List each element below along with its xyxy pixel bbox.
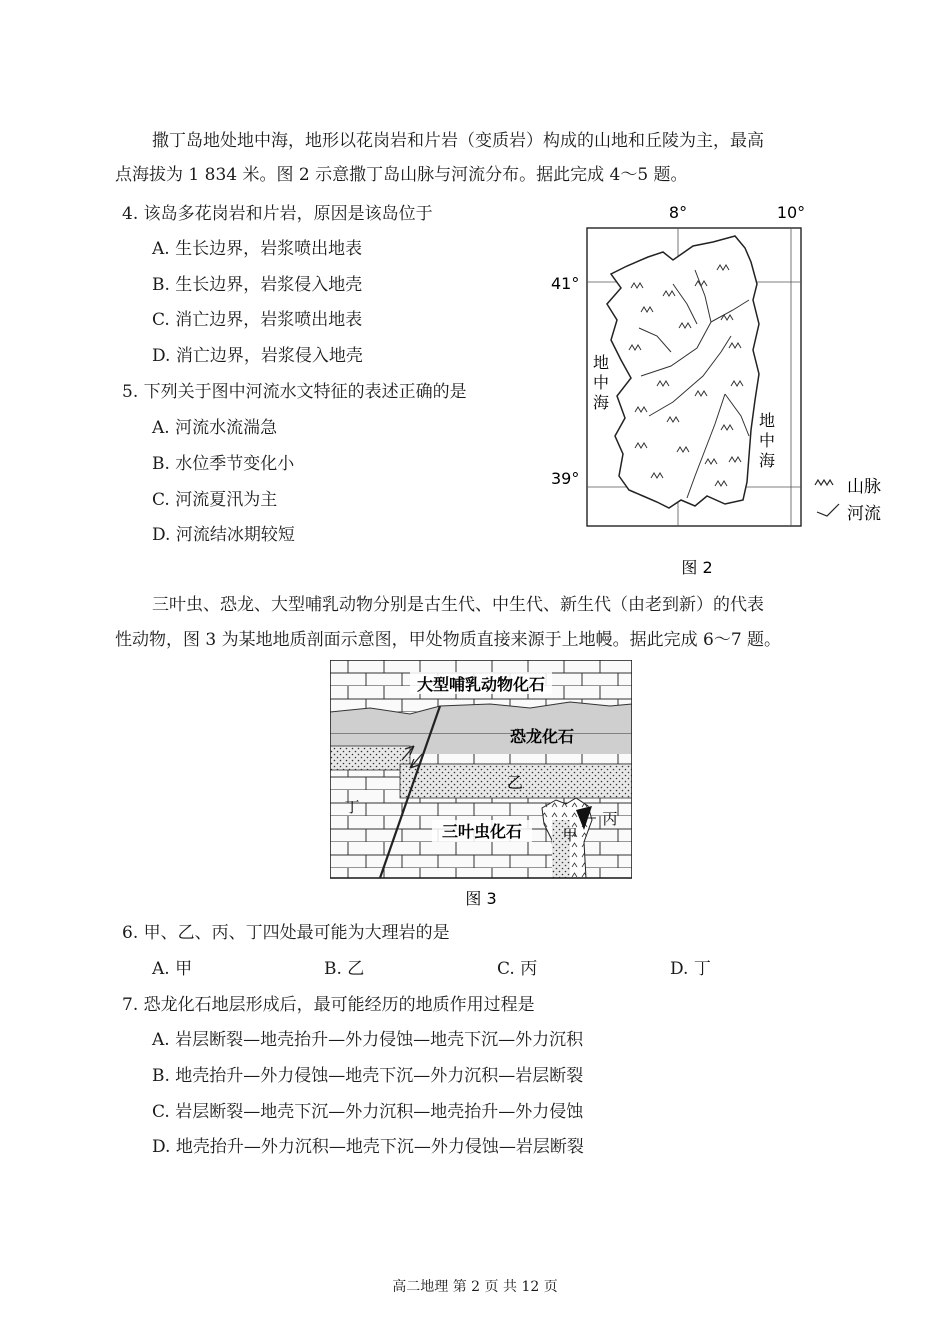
question-5-option-c[interactable]: C. 河流夏汛为主 xyxy=(152,490,278,510)
figure-2-map xyxy=(545,200,900,585)
legend-mountain-icon xyxy=(815,480,833,485)
label-ding: 丁 xyxy=(344,798,360,816)
sea-label-left: 地中海 xyxy=(593,353,610,412)
question-4-option-d[interactable]: D. 消亡边界，岩浆侵入地壳 xyxy=(152,346,363,366)
latitude-39-label: 39° xyxy=(551,469,580,488)
question-7-option-c[interactable]: C. 岩层断裂—地壳下沉—外力沉积—地壳抬升—外力侵蚀 xyxy=(152,1102,584,1122)
question-5-option-a[interactable]: A. 河流水流湍急 xyxy=(152,418,278,438)
question-4-stem: 4. 该岛多花岗岩和片岩，原因是该岛位于 xyxy=(122,204,433,224)
longitude-10-label: 10° xyxy=(776,203,806,222)
passage1-line2: 点海拔为 1 834 米。图 2 示意撒丁岛山脉与河流分布。据此完成 4～5 题。 xyxy=(115,165,688,185)
question-7-option-a[interactable]: A. 岩层断裂—地壳抬升—外力侵蚀—地壳下沉—外力沉积 xyxy=(152,1030,584,1050)
sardinia-island xyxy=(607,236,759,508)
figure-3-cross-section xyxy=(330,660,632,910)
question-7-option-d[interactable]: D. 地壳抬升—外力沉积—地壳下沉—外力侵蚀—岩层断裂 xyxy=(152,1137,584,1157)
page-footer: 高二地理 第 2 页 共 12 页 xyxy=(392,1279,558,1295)
question-6-option-c[interactable]: C. 丙 xyxy=(497,959,538,979)
question-5-option-b[interactable]: B. 水位季节变化小 xyxy=(152,454,295,474)
figure-2-caption: 图 2 xyxy=(681,558,713,577)
legend-river-label: 河流 xyxy=(847,504,881,524)
passage1-line1: 撒丁岛地处地中海，地形以花岗岩和片岩（变质岩）构成的山地和丘陵为主，最高 xyxy=(152,131,764,151)
question-6-option-d[interactable]: D. 丁 xyxy=(670,959,711,979)
label-yi: 乙 xyxy=(506,773,524,792)
question-7-stem: 7. 恐龙化石地层形成后，最可能经历的地质作用过程是 xyxy=(122,995,535,1015)
trilobite-fossil-label: 三叶虫化石 xyxy=(441,822,523,841)
passage2-line1: 三叶虫、恐龙、大型哺乳动物分别是古生代、中生代、新生代（由老到新）的代表 xyxy=(152,595,764,615)
question-4-option-c[interactable]: C. 消亡边界，岩浆喷出地表 xyxy=(152,310,363,330)
legend-mountain-label: 山脉 xyxy=(847,477,881,497)
figure-3-caption: 图 3 xyxy=(465,889,497,908)
question-6-option-b[interactable]: B. 乙 xyxy=(324,959,365,979)
question-5-stem: 5. 下列关于图中河流水文特征的表述正确的是 xyxy=(122,382,467,402)
question-5-option-d[interactable]: D. 河流结冰期较短 xyxy=(152,525,295,545)
label-jia: 甲 xyxy=(562,826,578,844)
mammal-fossil-label: 大型哺乳动物化石 xyxy=(416,675,546,694)
latitude-41-label: 41° xyxy=(551,274,580,293)
legend-river-icon xyxy=(817,504,839,516)
dinosaur-fossil-label: 恐龙化石 xyxy=(509,727,575,746)
sea-label-right: 地中海 xyxy=(759,411,776,470)
passage2-line2: 性动物，图 3 为某地地质剖面示意图，甲处物质直接来源于上地幔。据此完成 6～7 题。 xyxy=(115,630,782,650)
label-bing: 丙 xyxy=(602,810,618,828)
longitude-8-label: 8° xyxy=(668,203,688,222)
question-4-option-a[interactable]: A. 生长边界，岩浆喷出地表 xyxy=(152,239,363,259)
question-7-option-b[interactable]: B. 地壳抬升—外力侵蚀—地壳下沉—外力沉积—岩层断裂 xyxy=(152,1066,584,1086)
question-4-option-b[interactable]: B. 生长边界，岩浆侵入地壳 xyxy=(152,275,363,295)
sandstone-layer-left xyxy=(330,746,410,770)
question-6-option-a[interactable]: A. 甲 xyxy=(152,959,193,979)
question-6-stem: 6. 甲、乙、丙、丁四处最可能为大理岩的是 xyxy=(122,923,450,943)
